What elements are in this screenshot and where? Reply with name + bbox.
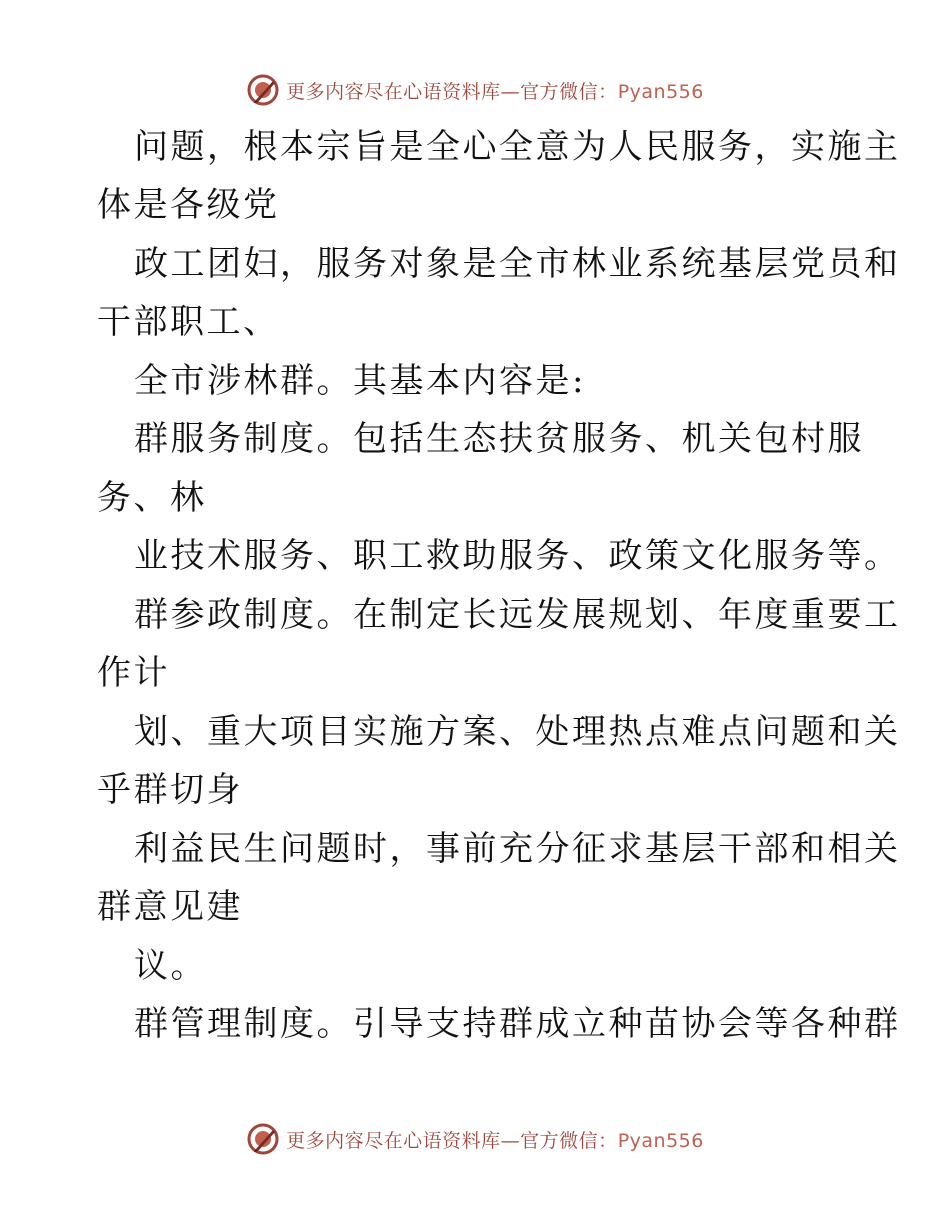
pen-logo-icon <box>246 1122 280 1156</box>
text-line-10: 作计 <box>97 653 170 693</box>
header-watermark-text: 更多内容尽在心语资料库—官方微信：Pyan556 <box>286 80 704 103</box>
text-line-14: 群意见建 <box>97 887 243 927</box>
text-line-15: 议。 <box>134 946 207 986</box>
text-line-6: 群服务制度。包括生态扶贫服务、机关包村服 <box>134 419 864 459</box>
text-line-5: 全市涉林群。其基本内容是: <box>134 361 586 401</box>
text-line-11: 划、重大项目实施方案、处理热点难点问题和关 <box>134 712 901 752</box>
header-watermark <box>0 70 950 110</box>
text-line-3: 政工团妇，服务对象是全市林业系统基层党员和 <box>134 244 901 284</box>
footer-watermark-text: 更多内容尽在心语资料库—官方微信：Pyan556 <box>286 1129 704 1152</box>
text-line-2: 体是各级党 <box>97 185 280 225</box>
text-line-9: 群参政制度。在制定长远发展规划、年度重要工 <box>134 595 901 635</box>
text-line-7: 务、林 <box>97 478 207 518</box>
text-line-12: 乎群切身 <box>97 770 243 810</box>
text-line-1: 问题，根本宗旨是全心全意为人民服务，实施主 <box>134 127 901 167</box>
text-line-13: 利益民生问题时，事前充分征求基层干部和相关 <box>134 829 901 869</box>
text-line-16: 群管理制度。引导支持群成立种苗协会等各种群 <box>134 1004 901 1044</box>
footer-watermark <box>0 1119 950 1159</box>
text-line-4: 干部职工、 <box>97 302 280 342</box>
text-line-8: 业技术服务、职工救助服务、政策文化服务等。 <box>134 536 901 576</box>
pen-logo-icon <box>246 73 280 107</box>
